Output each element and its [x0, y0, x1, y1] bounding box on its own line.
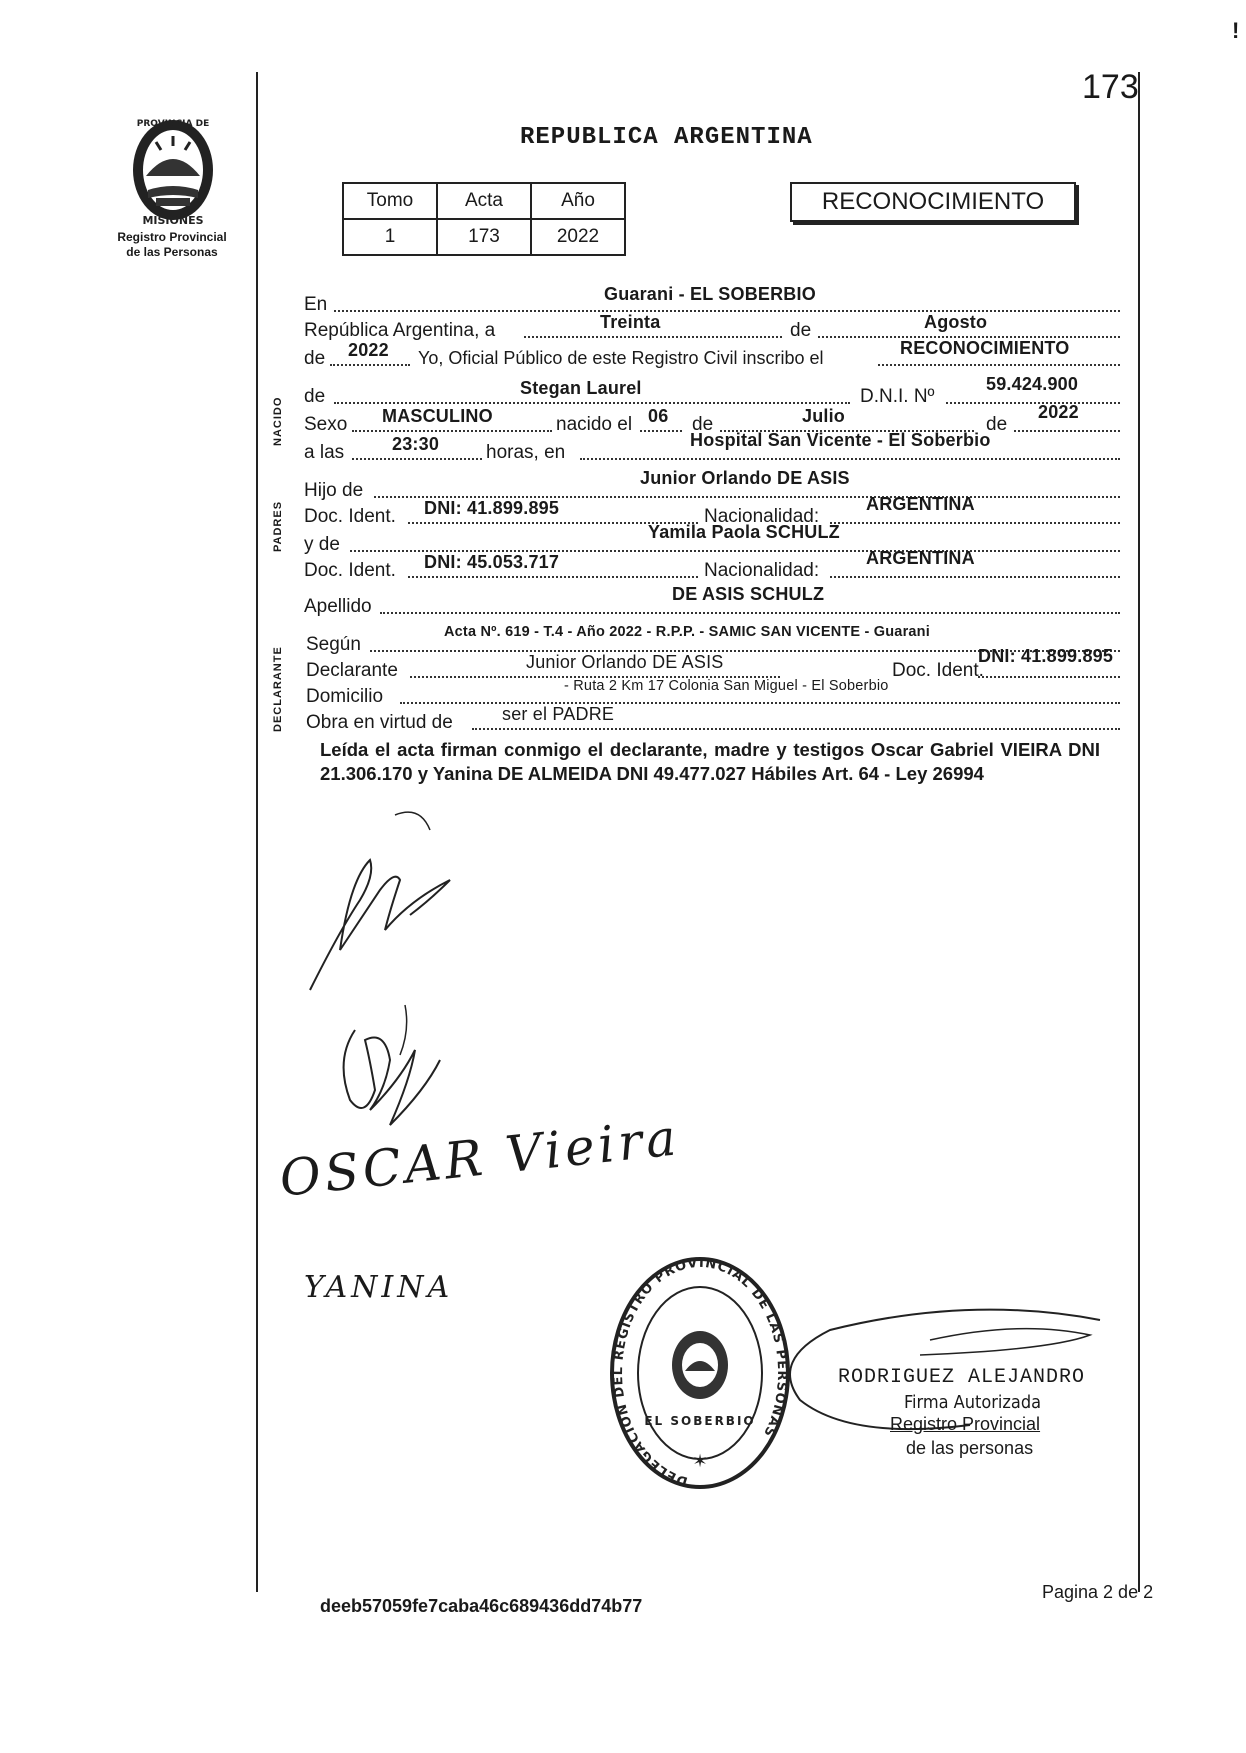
dotted-line — [640, 430, 682, 432]
label-de-anio-nac: de — [986, 414, 1008, 435]
dotted-line — [830, 576, 1120, 578]
field-madre-doc: DNI: 45.053.717 — [424, 552, 560, 572]
registry-value-anio: 2022 — [531, 219, 625, 255]
left-margin-line — [256, 72, 258, 1592]
official-org-line1: Registro Provincial — [890, 1414, 1041, 1434]
label-a-las: a las — [304, 442, 345, 463]
field-anio-nac: 2022 — [1038, 402, 1079, 422]
field-padre-doc: DNI: 41.899.895 — [424, 498, 560, 518]
section-label-declarante: DECLARANTE — [272, 646, 284, 732]
label-yo-oficial: Yo, Oficial Público de este Registro Civil inscribo el — [418, 348, 824, 368]
field-lugar: Guarani - EL SOBERBIO — [604, 284, 816, 304]
field-padre-nac: ARGENTINA — [866, 494, 975, 514]
registry-value-tomo: 1 — [343, 219, 437, 255]
label-horas-en: horas, en — [486, 442, 566, 463]
dotted-line — [878, 364, 1120, 366]
page-title: REPUBLICA ARGENTINA — [520, 124, 813, 151]
logo-caption-line2: de las Personas — [126, 245, 218, 259]
field-obra: ser el PADRE — [502, 704, 615, 724]
stamp-inner-text: EL SOBERBIO — [644, 1414, 756, 1428]
label-en: En — [304, 294, 328, 315]
document-hash: deeb57059fe7caba46c689436dd74b77 — [320, 1596, 643, 1616]
label-doc-ident-2: Doc. Ident. — [304, 560, 396, 581]
section-label-padres: PADRES — [272, 500, 284, 552]
field-nombre: Stegan Laurel — [520, 378, 642, 398]
field-madre-nac: ARGENTINA — [866, 548, 975, 568]
registry-value-acta: 173 — [437, 219, 531, 255]
label-y-de: y de — [304, 534, 340, 555]
field-mes-nac: Julio — [802, 406, 846, 426]
page-number-top: 173 — [1082, 68, 1139, 106]
dotted-line — [1014, 430, 1120, 432]
label-segun: Según — [306, 634, 361, 655]
dotted-line — [334, 310, 1120, 312]
field-mes: Agosto — [924, 312, 988, 332]
field-dni: 59.424.900 — [986, 374, 1079, 394]
field-declarante-doc: DNI: 41.899.895 — [978, 646, 1114, 666]
dotted-line — [352, 458, 482, 460]
registry-table — [342, 182, 626, 256]
field-domicilio: - Ruta 2 Km 17 Colonia San Miguel - El Soberbio — [564, 678, 889, 694]
label-de-mes-nac: de — [692, 414, 714, 435]
dotted-line — [830, 522, 1120, 524]
registry-header-tomo: Tomo — [343, 183, 437, 219]
official-name: RODRIGUEZ ALEJANDRO — [838, 1366, 1086, 1389]
province-logo — [118, 112, 228, 230]
field-lugar-nac: Hospital San Vicente - El Soberbio — [690, 430, 991, 450]
label-doc-ident-1: Doc. Ident. — [304, 506, 396, 527]
label-nacionalidad-1: Nacionalidad: — [704, 506, 820, 527]
label-apellido: Apellido — [304, 596, 372, 617]
dotted-line — [408, 576, 698, 578]
label-domicilio: Domicilio — [306, 686, 384, 707]
stamp-ring-text: DELEGACION DEL REGISTRO PROVINCIAL DE LAS PERSONAS — [610, 1255, 790, 1489]
field-declarante: Junior Orlando DE ASIS — [526, 652, 724, 672]
act-type-box: RECONOCIMIENTO — [790, 182, 1076, 222]
official-org-line2: de las personas — [906, 1438, 1034, 1458]
field-anio: 2022 — [348, 340, 389, 360]
label-doc-ident-3: Doc. Ident. — [892, 660, 984, 681]
signature-madre — [330, 1000, 470, 1140]
field-sexo: MASCULINO — [382, 406, 493, 426]
dotted-line — [580, 458, 1120, 460]
closing-paragraph: Leída el acta firman conmigo el declarante, madre y testigos Oscar Gabriel VIEIRA DNI 21.306.170 y Yanina DE ALMEIDA DNI 49.477.027 Hábiles Art. 64 - Ley 26994 — [320, 739, 1100, 784]
label-obra: Obra en virtud de — [306, 712, 453, 733]
label-de-mes: de — [790, 320, 812, 341]
field-madre: Yamila Paola SCHULZ — [648, 522, 840, 542]
label-dni: D.N.I. Nº — [860, 386, 935, 407]
registry-header-anio: Año — [531, 183, 625, 219]
label-nacido-el: nacido el — [556, 414, 633, 435]
label-declarante: Declarante — [306, 660, 398, 681]
field-apellido: DE ASIS SCHULZ — [672, 584, 825, 604]
logo-seal-bottom-text: MISIONES — [142, 214, 204, 227]
registry-header-acta: Acta — [437, 183, 531, 219]
label-nacionalidad-2: Nacionalidad: — [704, 560, 820, 581]
field-dia: Treinta — [600, 312, 661, 332]
handwritten-witness1: OSCAR Vieira — [276, 1108, 683, 1208]
label-hijo-de: Hijo de — [304, 480, 364, 501]
stamp-star: ✶ — [692, 1451, 708, 1472]
official-title: Firma Autorizada — [904, 1392, 1042, 1413]
official-stamp — [605, 1255, 795, 1495]
field-padre: Junior Orlando DE ASIS — [640, 468, 850, 488]
label-sexo: Sexo — [304, 414, 348, 435]
field-tipo: RECONOCIMIENTO — [900, 338, 1070, 358]
label-de-anio: de — [304, 348, 326, 369]
logo-seal-top-text: PROVINCIA DE — [136, 119, 210, 129]
field-dia-nac: 06 — [648, 406, 669, 426]
page-indicator: Pagina 2 de 2 — [1042, 1582, 1154, 1602]
logo-caption-line1: Registro Provincial — [117, 230, 227, 244]
right-margin-line — [1138, 72, 1140, 1592]
field-hora: 23:30 — [392, 434, 440, 454]
dotted-line — [978, 676, 1120, 678]
dotted-line — [524, 336, 782, 338]
handwritten-witness2: YANINA — [304, 1270, 454, 1305]
section-label-nacido: NACIDO — [272, 396, 284, 446]
dotted-line — [352, 430, 552, 432]
label-republica: República Argentina, a — [304, 320, 496, 341]
dotted-line — [380, 612, 1120, 614]
dotted-line — [334, 402, 850, 404]
corner-mark: ! — [1232, 18, 1240, 43]
dotted-line — [946, 402, 1120, 404]
signature-declarante — [300, 800, 500, 1000]
field-segun: Acta Nº. 619 - T.4 - Año 2022 - R.P.P. - SAMIC SAN VICENTE - Guarani — [444, 624, 930, 640]
dotted-line — [330, 364, 410, 366]
dotted-line — [472, 728, 1120, 730]
label-de-nombre: de — [304, 386, 326, 407]
